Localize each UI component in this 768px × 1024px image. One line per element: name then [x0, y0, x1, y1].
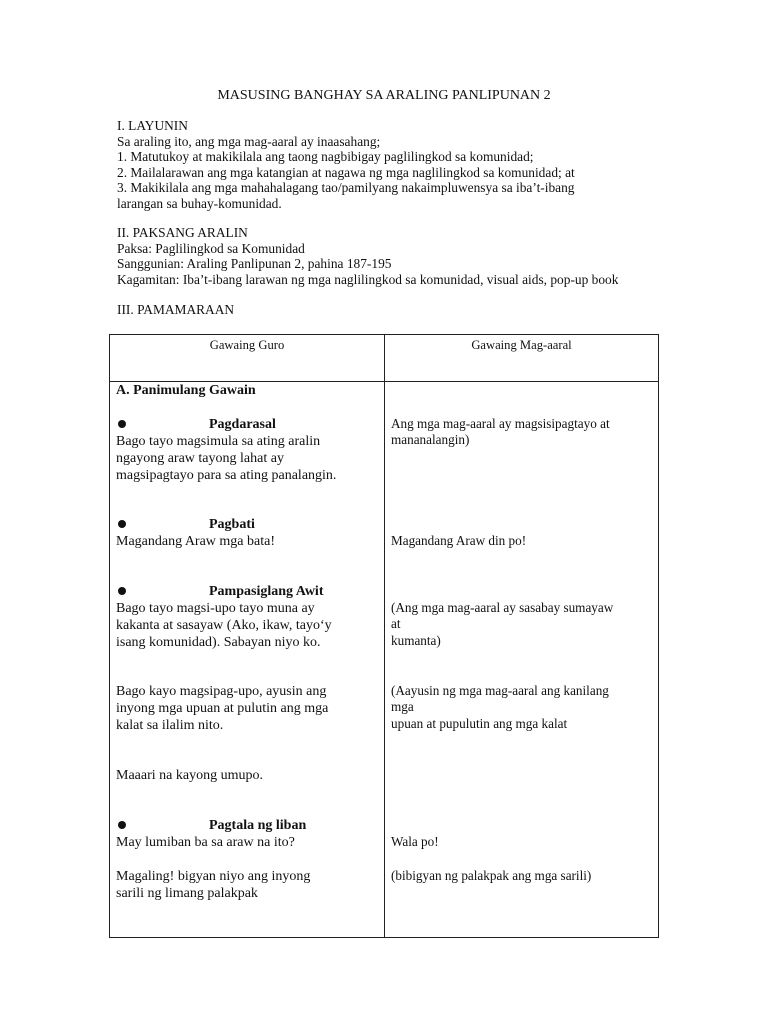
- teacher-text: magsipagtayo para sa ating panalangin.: [116, 468, 337, 483]
- student-text: (bibigyan ng palakpak ang mga sarili): [391, 868, 592, 883]
- student-text: mananalangin): [391, 432, 470, 447]
- header-gawaing-mag-aaral: Gawaing Mag-aaral: [385, 335, 659, 382]
- page-title: MASUSING BANGHAY SA ARALING PANLIPUNAN 2: [217, 88, 551, 103]
- teacher-text: Maaari na kayong umupo.: [116, 768, 263, 783]
- student-text: (Aayusin ng mga mag-aaral ang kanilang: [391, 683, 609, 698]
- liban-title: Pagtala ng liban: [209, 818, 307, 833]
- teacher-text: Bago tayo magsimula sa ating aralin: [116, 434, 321, 449]
- pamamaraan-heading: III. PAMAMARAAN: [117, 302, 235, 317]
- teacher-text: Bago kayo magsipag-upo, ayusin ang: [116, 684, 327, 699]
- table-header-row: [110, 335, 659, 382]
- student-text: (Ang mga mag-aaral ay sasabay sumayaw: [391, 600, 614, 615]
- pamamaraan-section: [117, 302, 677, 318]
- paksa-line: Kagamitan: Iba’t-ibang larawan ng mga naglilingkod sa komunidad, visual aids, pop-up book: [117, 271, 619, 287]
- bullet-icon: [118, 420, 126, 428]
- teacher-text: Magaling! bigyan niyo ang inyong: [116, 869, 311, 884]
- layunin-heading: I. LAYUNIN: [117, 118, 188, 133]
- layunin-line: 2. Mailalarawan ang mga katangian at nagawa ng mga naglilingkod sa komunidad; at: [117, 164, 575, 180]
- student-text: mga: [391, 699, 414, 714]
- teacher-text: kakanta at sasayaw (Ako, ikaw, tayo‘y: [116, 618, 332, 633]
- teacher-text: ngayong araw tayong lahat ay: [116, 451, 284, 466]
- paksa-line: Paksa: Paglilingkod sa Komunidad: [117, 240, 305, 256]
- student-text: Magandang Araw din po!: [391, 533, 527, 548]
- teacher-text: Magandang Araw mga bata!: [116, 534, 275, 549]
- bullet-icon: [118, 587, 126, 595]
- teacher-text: kalat sa ilalim nito.: [116, 718, 224, 733]
- bullet-icon: [118, 520, 126, 528]
- section-heading: A. Panimulang Gawain: [116, 383, 256, 398]
- paksa-line: Sanggunian: Araling Panlipunan 2, pahina 187-195: [117, 256, 392, 272]
- student-text: kumanta): [391, 633, 441, 648]
- layunin-line: 1. Matutukoy at makikilala ang taong nagbibigay paglilingkod sa komunidad;: [117, 149, 534, 165]
- pagbati-title: Pagbati: [209, 517, 255, 532]
- teacher-text: Bago tayo magsi-upo tayo muna ay: [116, 601, 315, 616]
- student-text: Ang mga mag-aaral ay magsisipagtayo at: [391, 416, 610, 431]
- header-gawaing-guro: Gawaing Guro: [110, 335, 385, 382]
- student-text: Wala po!: [391, 834, 439, 849]
- layunin-line: 3. Makikilala ang mga mahahalagang tao/pamilyang nakaimpluwensya sa iba’t-ibang: [117, 180, 575, 196]
- pagdarasal-title: Pagdarasal: [209, 417, 276, 432]
- paksa-section: [117, 225, 677, 287]
- lesson-plan-table: [109, 334, 659, 938]
- bullet-icon: [118, 821, 126, 829]
- teacher-text: sarili ng limang palakpak: [116, 886, 258, 901]
- student-column: [385, 382, 659, 938]
- table-body-row: [110, 382, 659, 938]
- teacher-text: inyong mga upuan at pulutin ang mga: [116, 701, 329, 716]
- layunin-line: Sa araling ito, ang mga mag-aaral ay inaasahang;: [117, 133, 381, 149]
- student-text: at: [391, 616, 401, 631]
- teacher-text: May lumiban ba sa araw na ito?: [116, 835, 295, 850]
- teacher-column: [110, 382, 385, 938]
- teacher-text: isang komunidad). Sabayan niyo ko.: [116, 635, 321, 650]
- awit-title: Pampasiglang Awit: [209, 584, 324, 599]
- student-text: upuan at pupulutin ang mga kalat: [391, 716, 568, 731]
- paksa-heading: II. PAKSANG ARALIN: [117, 225, 248, 240]
- layunin-section: [117, 118, 677, 212]
- layunin-line: larangan sa buhay-komunidad.: [117, 195, 282, 211]
